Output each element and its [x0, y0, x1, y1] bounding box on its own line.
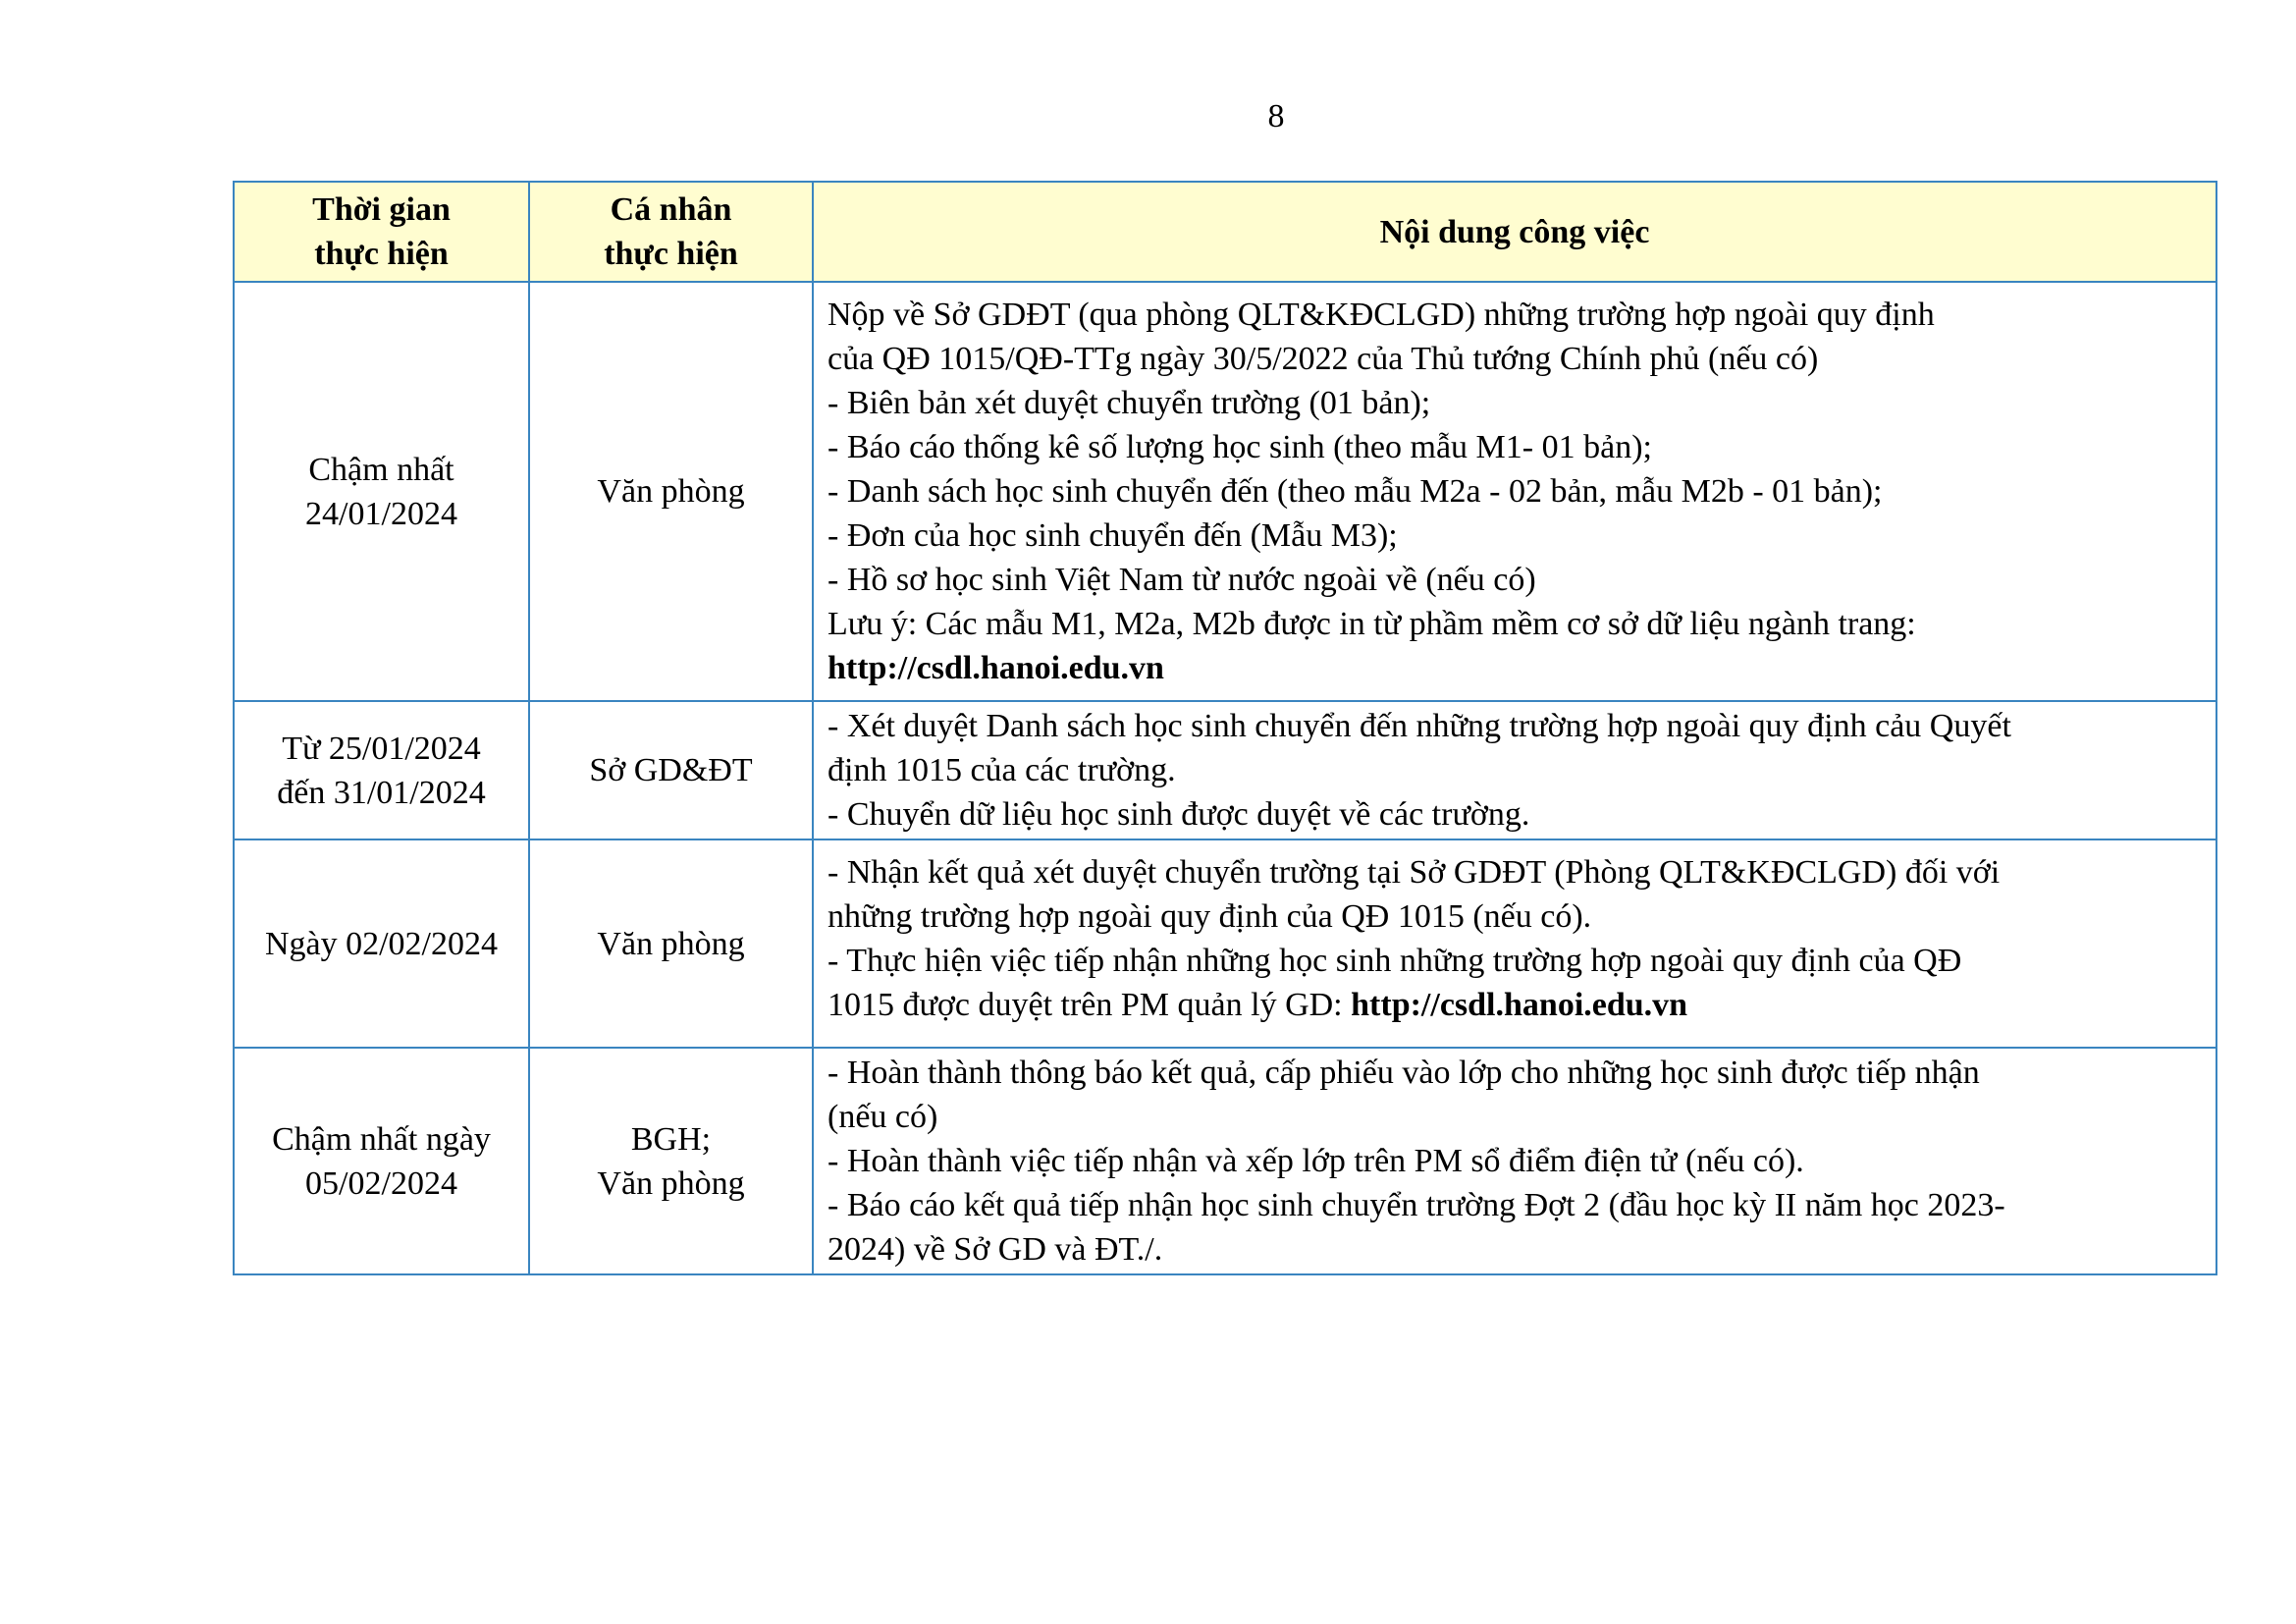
header-content-label: Nội dung công việc [1379, 213, 1650, 250]
table-row [234, 282, 2216, 701]
cell-content [813, 1048, 2216, 1274]
content-line [828, 983, 2204, 1027]
table-header-row [234, 182, 2216, 282]
time-line: 24/01/2024 [305, 495, 457, 532]
header-content [813, 182, 2216, 282]
page-number: 8 [1267, 98, 1285, 135]
person-line: Văn phòng [597, 1164, 745, 1202]
content-line: - Biên bản xét duyệt chuyển trường (01 bản); [828, 385, 1431, 421]
content-line: định 1015 của các trường. [828, 752, 1176, 788]
cell-person [529, 1048, 813, 1274]
schedule-table [233, 181, 2217, 1275]
content-line: - Hoàn thành thông báo kết quả, cấp phiếu vào lớp cho những học sinh được tiếp nhận [828, 1055, 1980, 1091]
cell-content [813, 701, 2216, 839]
content-line: Lưu ý: Các mẫu M1, M2a, M2b được in từ phầm mềm cơ sở dữ liệu ngành trang: [828, 606, 1916, 642]
header-person-line: Cá nhân [610, 191, 732, 228]
content-line: - Danh sách học sinh chuyển đến (theo mẫu M2a - 02 bản, mẫu M2b - 01 bản); [828, 473, 1883, 510]
cell-time [234, 701, 529, 839]
content-line: - Hoàn thành việc tiếp nhận và xếp lớp trên PM sổ điểm điện tử (nếu có). [828, 1143, 1804, 1179]
time-line: Ngày 02/02/2024 [264, 925, 499, 962]
content-line: Nộp về Sở GDĐT (qua phòng QLT&KĐCLGD) những trường hợp ngoài quy định [828, 297, 1935, 333]
header-time-line: Thời gian [312, 191, 451, 228]
content-line: - Nhận kết quả xét duyệt chuyển trường tại Sở GDĐT (Phòng QLT&KĐCLGD) đối với [828, 854, 2001, 891]
person-line: BGH; [630, 1120, 712, 1158]
header-person-line: thực hiện [604, 236, 738, 272]
csdl-link[interactable]: http://csdl.hanoi.edu.vn [828, 650, 1164, 686]
cell-time [234, 839, 529, 1048]
time-line: Chậm nhất ngày [272, 1120, 491, 1158]
content-line: - Thực hiện việc tiếp nhận những học sinh những trường hợp ngoài quy định của QĐ [828, 943, 1962, 979]
csdl-link[interactable]: http://csdl.hanoi.edu.vn [1351, 987, 1688, 1023]
table-row [234, 701, 2216, 839]
content-line: - Chuyển dữ liệu học sinh được duyệt về các trường. [828, 796, 1530, 833]
header-person [529, 182, 813, 282]
header-time-line: thực hiện [314, 236, 449, 272]
content-line: - Báo cáo kết quả tiếp nhận học sinh chuyển trường Đợt 2 (đầu học kỳ II năm học 2023- [828, 1187, 2005, 1223]
content-text: 1015 được duyệt trên PM quản lý GD: [828, 987, 1352, 1023]
content-line: của QĐ 1015/QĐ-TTg ngày 30/5/2022 của Thủ tướng Chính phủ (nếu có) [828, 341, 1819, 377]
content-line: (nếu có) [828, 1099, 938, 1135]
person-line: Văn phòng [597, 473, 745, 510]
person-line: Văn phòng [597, 925, 745, 962]
person-line: Sở GD&ĐT [589, 752, 753, 788]
cell-content [813, 839, 2216, 1048]
cell-person [529, 839, 813, 1048]
time-line: 05/02/2024 [305, 1164, 457, 1202]
content-line: - Báo cáo thống kê số lượng học sinh (theo mẫu M1- 01 bản); [828, 429, 1652, 465]
cell-person [529, 701, 813, 839]
time-line: đến 31/01/2024 [277, 774, 486, 811]
content-line: - Đơn của học sinh chuyển đến (Mẫu M3); [828, 517, 1398, 554]
cell-time [234, 1048, 529, 1274]
cell-content [813, 282, 2216, 701]
time-line: Từ 25/01/2024 [282, 730, 481, 767]
content-line: - Xét duyệt Danh sách học sinh chuyển đến những trường hợp ngoài quy định cảu Quyết [828, 708, 2011, 744]
content-line: những trường hợp ngoài quy định của QĐ 1015 (nếu có). [828, 898, 1592, 935]
table-row [234, 1048, 2216, 1274]
header-time [234, 182, 529, 282]
time-line: Chậm nhất [308, 451, 454, 488]
cell-person [529, 282, 813, 701]
content-line: 2024) về Sở GD và ĐT./. [828, 1231, 1163, 1268]
table-row [234, 839, 2216, 1048]
content-line: - Hồ sơ học sinh Việt Nam từ nước ngoài về (nếu có) [828, 562, 1536, 598]
cell-time [234, 282, 529, 701]
